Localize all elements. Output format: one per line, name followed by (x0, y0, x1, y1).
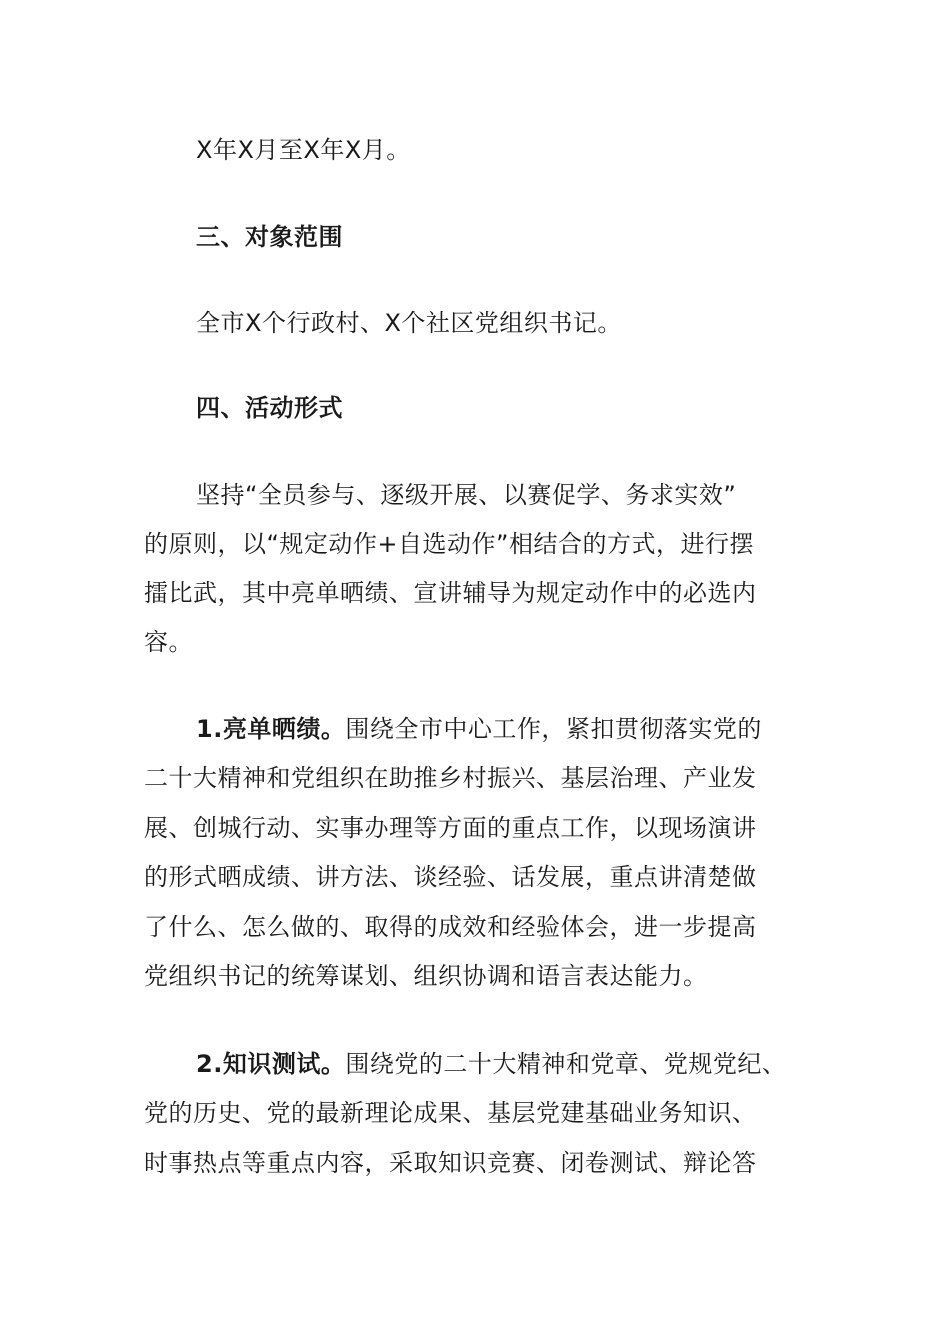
period-text: X年X月至X年X月。 (196, 136, 411, 164)
paragraph-line: 了什么、怎么做的、取得的成效和经验体会，进一步提高 (144, 913, 757, 941)
section-heading-form: 四、活动形式 (196, 394, 343, 422)
paragraph-line: 坚持“全员参与、逐级开展、以赛促学、务求实效” (196, 481, 737, 509)
item-2-label: 2.知识测试。 (196, 1050, 346, 1078)
paragraph-line (196, 1048, 786, 1080)
paragraph-line: 容。 (144, 628, 193, 656)
item-2-text: 围绕党的二十大精神和党章、党规党纪、 (345, 1050, 787, 1078)
item-1-label: 1.亮单晒绩。 (196, 715, 346, 743)
paragraph-line: 党组织书记的统筹谋划、组织协调和语言表达能力。 (144, 962, 708, 990)
paragraph-line: 二十大精神和党组织在助推乡村振兴、基层治理、产业发 (144, 764, 757, 792)
paragraph-line: 擂比武，其中亮单晒绩、宣讲辅导为规定动作中的必选内 (144, 579, 757, 607)
paragraph-line: 党的历史、党的最新理论成果、基层党建基础业务知识、 (144, 1099, 757, 1127)
scope-text: 全市X个行政村、X个社区党组织书记。 (196, 309, 622, 337)
section-heading-scope: 三、对象范围 (196, 223, 343, 251)
paragraph-line (196, 713, 762, 745)
item-1-text: 围绕全市中心工作，紧扣贯彻落实党的 (345, 715, 762, 743)
paragraph-line: 的原则，以“规定动作+自选动作”相结合的方式，进行摆 (144, 530, 754, 558)
paragraph-line: 时事热点等重点内容，采取知识竞赛、闭卷测试、辩论答 (144, 1149, 757, 1177)
paragraph-line: 的形式晒成绩、讲方法、谈经验、话发展，重点讲清楚做 (144, 863, 757, 891)
paragraph-line: 展、创城行动、实事办理等方面的重点工作，以现场演讲 (144, 814, 757, 842)
